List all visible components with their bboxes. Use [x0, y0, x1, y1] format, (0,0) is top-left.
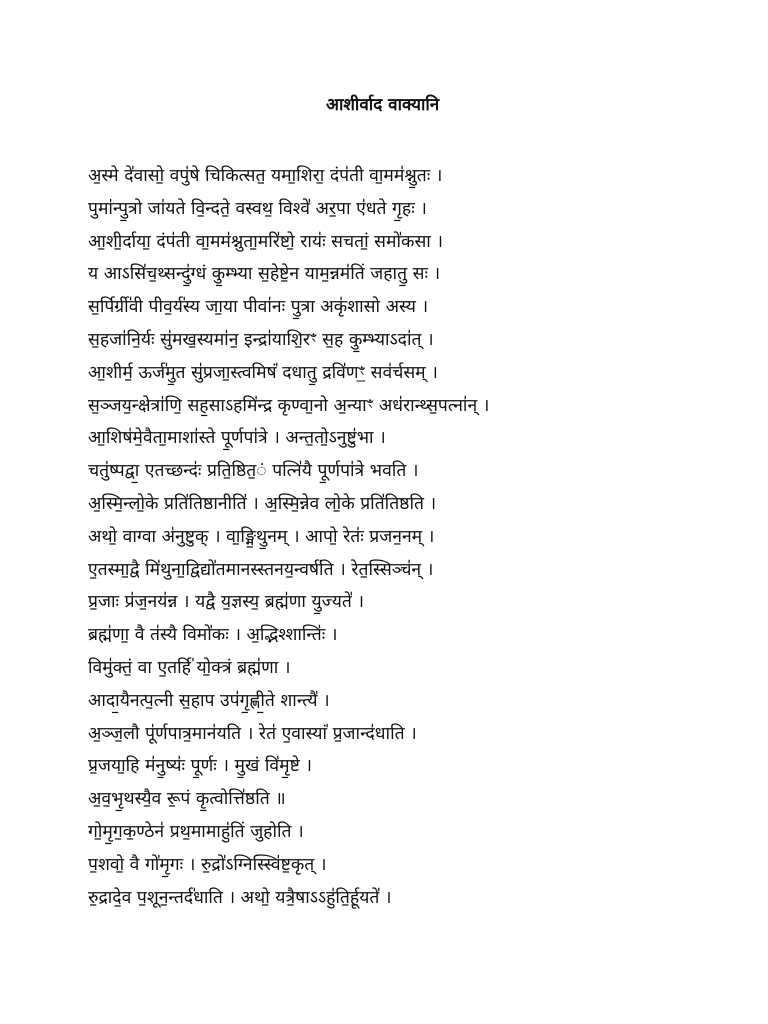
verse-line: य आऽसि॑च॒थ्सन्दु॒॑ग्धं कु॒म्भ्या स॒हेष्टे॒न याम॒न्नम॑तिं जहातु॒ सः ।	[88, 264, 441, 285]
verse-line: गो॒मृ॒ग॒क॒ण्ठेन॑ प्रथ॒मामाहु॑तिं जुहोति ।	[88, 821, 304, 842]
verse-line: आ॒शिष॑मे॒वैता॒माशा॑स्ते पू॒र्णपा॑त्रे । अन्त॒तो॒ऽनुष्टु॑भा ।	[88, 428, 386, 449]
verse-line: चतु॑ष्पद्वा॒ एतच्छन्दः॑ प्रति॒ष्ठित॒ं पत्नि॑यै पू॒र्णपा॑त्रे भवति ।	[88, 461, 419, 482]
verse-line: ब्रह्म॑णा॒ वै त॑स्यै विमो॑कः । अ॒द्भिश्शान्तिः॑ ।	[88, 625, 338, 646]
verse-line: प्र॒जाः प्र॑ज॒नय॑न्न । यद्वै य॒ज्ञस्य॒ ब्रह्म॑णा यु॒ज्यते॑ ।	[88, 592, 365, 613]
verse-line: अथो॒ वाग्वा अ॑नुष्टुक् । वा॒ङ्मि॒थु॒नम् । आपो॒ रेतः॑ प्रजन॒नम् ।	[88, 526, 435, 547]
verse-block	[88, 161, 758, 915]
verse-line: प॒शवो॒ वै गो॑मृ॒गः । रु॒द्रो॑ऽग्निस्स्वि॑ष्ट॒कृत् ।	[88, 854, 327, 875]
verse-line: स॒हजा॑नि॒र्यः सु॑मख॒स्यमा॑न॒ इन्द्रा॑याशि॒रꣳ स॒ह कु॒म्भ्याऽदा॑त् ।	[88, 329, 434, 350]
verse-line: स॒ञ्जय॒न्क्षेत्रा॑णि॒ सह॒साऽहमि॑न्द्र कृण्वा॒नो अ॒न्याꣳ अध॑रान्थ्स॒पत्ना॑न् ।	[88, 395, 490, 416]
verse-line: अ॒स्मि॒न्लो॒के प्रति॑तिष्ठानीति॑ । अ॒स्मि॒न्नेव लो॒के प्रति॑तिष्ठति ।	[88, 493, 437, 514]
verse-line: पुमा॑न्पु॒त्रो जा॑यते वि॒न्दते॒ वस्वथ॒ विश्वे॑ अर॒पा ए॑धते गृ॒हः ।	[88, 198, 427, 219]
verse-line: ए॒तस्मा॒द्वै मि॑थुना॒द्विद्यो॑तमानस्स्तनय॒न्वर्ष॑ति । रेत॒स्सिञ्च॑न् ।	[88, 559, 434, 580]
verse-line: रु॒द्रादे॒व प॒शून॒न्तर्द॑धाति । अथो॒ यत्रै॒षाऽऽहु॑ति॒र्हू॒यते॑ ।	[88, 887, 392, 908]
verse-line: आ॒शी॒र्दाया॒ दंप॑ती वा॒मम॑श्नुता॒मरि॑ष्टो॒ रायः॑ सचतां॒ समो॑कसा ।	[88, 231, 444, 252]
verse-line: आ॒शीर्म॒ ऊर्ज॑मु॒त सु॑प्रजा॒स्त्वमिषं॑ दधातु॒ द्रवि॑णꣳ॒ सव॑र्चसम् ।	[88, 362, 438, 383]
verse-line: विमु॑क्तं॒ वा ए॒तर्हि॑ यो॒क्त्रं ब्रह्म॑णा ।	[88, 657, 291, 678]
verse-line: अ॒स्मे दे॑वासो॒ वपु॑षे चिकित्सत॒ यमा॒शिरा॒ दंप॑ती वा॒मम॑श्नु॒तः ।	[88, 166, 443, 186]
verse-line: आदा॒यैनत्प॒त्नी स॒हाप उप॑गृ॒ह्णी॒ते शान्त्यै॑ ।	[88, 690, 330, 711]
document-title: आशीर्वाद वाक्यानि	[326, 95, 440, 115]
verse-line: अ॒व॒भृ॒थस्यै॒व रू॒पं कृ॒त्वोत्ति॑ष्ठति ॥	[88, 789, 286, 810]
verse-line: अ॒ञ्ज॒लौ पू॑र्णपात्र॒मान॑यति । रेत॑ ए॒वास्यां॑ प्र॒जान्द॑धाति ।	[88, 723, 417, 744]
verse-line: स॒र्पिर्ग्री॑वी पीव॒र्य॑स्य जा॒या पीवा॑नः पु॒त्रा अकृ॑शासो अस्य ।	[88, 297, 429, 318]
verse-line: प्र॒जया॒हि म॑नु॒ष्यः॑ पू॒र्णः । मु॒खं वि॑मृ॒ष्टे ।	[88, 756, 313, 777]
